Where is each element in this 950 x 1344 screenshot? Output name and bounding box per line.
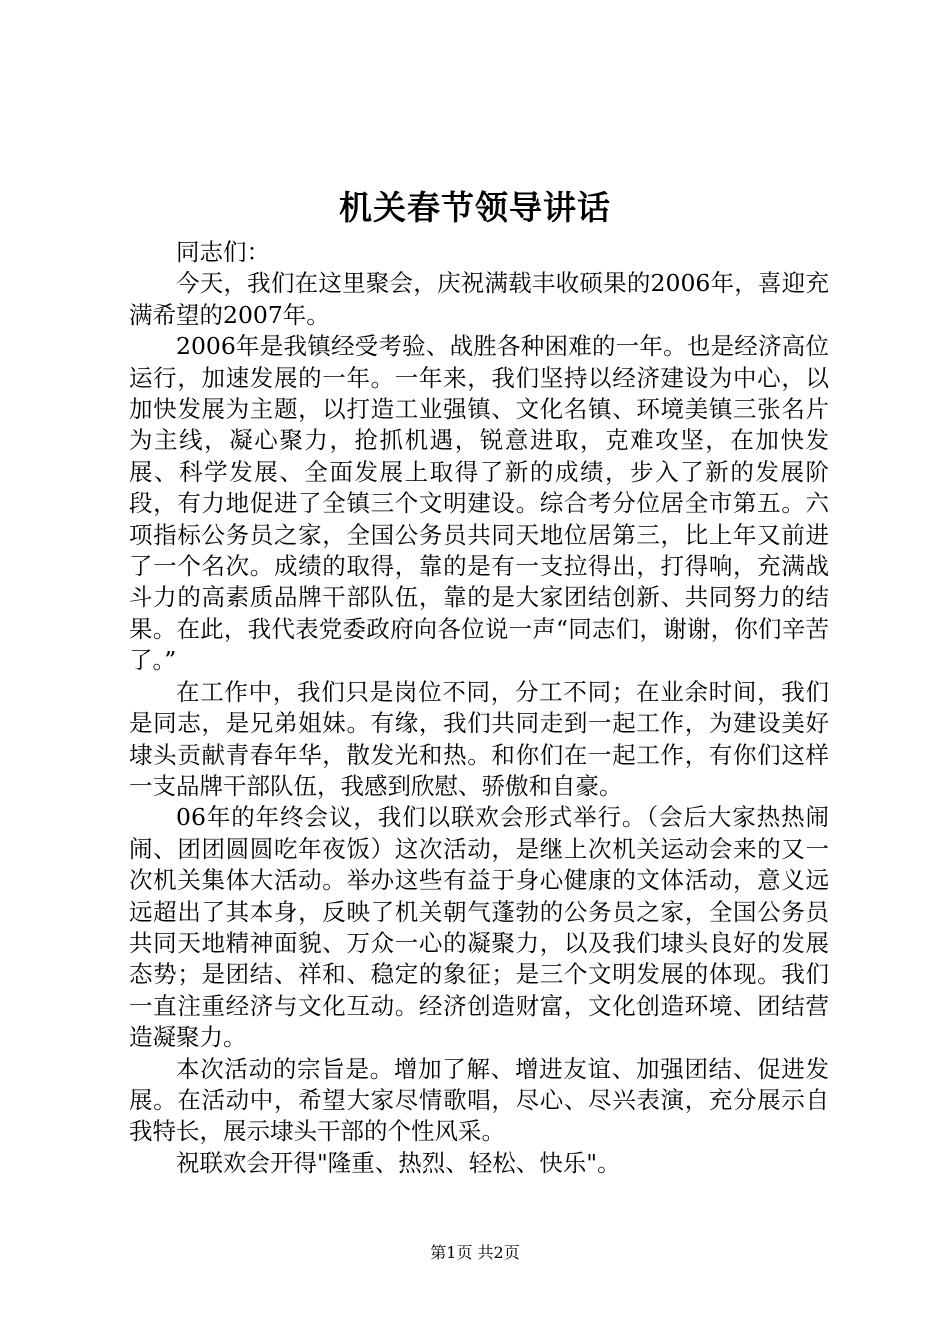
- paragraph: 今天，我们在这里聚会，庆祝满载丰收硕果的2006年，喜迎充满希望的2007年。: [129, 269, 829, 329]
- page-footer: 第1页 共2页: [430, 1243, 520, 1262]
- document-title: 机关春节领导讲话: [339, 188, 611, 227]
- paragraph: 本次活动的宗旨是。增加了解、增进友谊、加强团结、促进发展。在活动中，希望大家尽情歌唱，尽心、尽兴表演，充分展示自我特长，展示埭头干部的个性风采。: [129, 1054, 829, 1146]
- paragraph: 06年的年终会议，我们以联欢会形式举行。（会后大家热热闹闹、团团圆圆吃年夜饭）这次活动，是继上次机关运动会来的又一次机关集体大活动。举办这些有益于身心健康的文体活动，意义远远超出了其本身，反映了机关朝气蓬勃的公务员之家，全国公务员共同天地精神面貌、万众一心的凝聚力，以及我们埭头良好的发展态势；是团结、祥和、稳定的象征；是三个文明发展的体现。我们一直注重经济与文化互动。经济创造财富，文化创造环境、团结营造凝聚力。: [129, 803, 829, 1052]
- paragraph-closing: 祝联欢会开得"隆重、热烈、轻松、快乐"。: [176, 1148, 621, 1177]
- paragraph: 2006年是我镇经受考验、战胜各种困难的一年。也是经济高位运行，加速发展的一年。一年来，我们坚持以经济建设为中心，以加快发展为主题，以打造工业强镇、文化名镇、环境美镇三张名片为主线，凝心聚力，抢抓机遇，锐意进取，克难攻坚，在加快发展、科学发展、全面发展上取得了新的成绩，步入了新的发展阶段，有力地促进了全镇三个文明建设。综合考分位居全市第五。六项指标公务员之家，全国公务员共同天地位居第三，比上年又前进了一个名次。成绩的取得，靠的是有一支拉得出，打得响，充满战斗力的高素质品牌干部队伍，靠的是大家团结创新、共同努力的结果。在此，我代表党委政府向各位说一声“同志们，谢谢，你们辛苦了。”: [129, 332, 829, 675]
- document-body: [129, 237, 829, 1179]
- paragraph-greeting: 同志们：: [176, 238, 270, 266]
- paragraph: 在工作中，我们只是岗位不同，分工不同；在业余时间，我们是同志，是兄弟姐妹。有缘，我们共同走到一起工作，为建设美好埭头贡献青春年华，散发光和热。和你们在一起工作，有你们这样一支品牌干部队伍，我感到欣慰、骄傲和自豪。: [129, 677, 829, 800]
